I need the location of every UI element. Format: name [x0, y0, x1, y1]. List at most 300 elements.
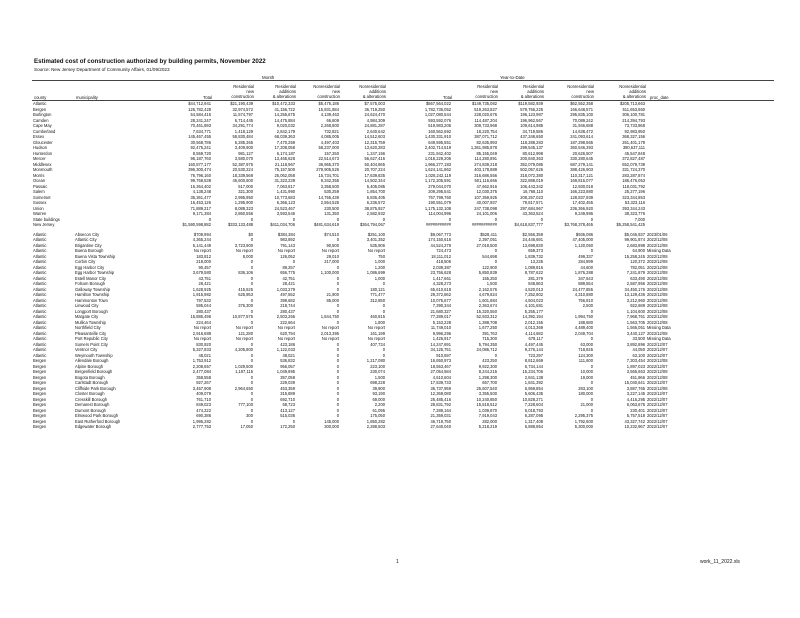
- value-cell: 1,431,990: [276, 189, 295, 194]
- value-cell: 771,477: [370, 292, 385, 297]
- value-cell: 12,315,759: [364, 139, 385, 145]
- value-cell: 300: [246, 413, 253, 418]
- county-name-cell: Atlantic: [33, 286, 47, 292]
- county-name-cell: Somerset: [33, 194, 51, 200]
- value-cell: 387,071,712: [474, 134, 497, 139]
- value-cell: 0: [250, 216, 253, 222]
- value-cell: 3,212,960: [626, 297, 645, 303]
- proc-date-cell: 2022/12/07: [647, 402, 668, 407]
- municipality-name-cell: Ventnor City: [75, 347, 98, 352]
- value-cell: 0: [250, 275, 253, 281]
- value-cell: 2,012,155: [524, 319, 543, 325]
- county-name-cell: Gloucester: [33, 139, 53, 145]
- county-name-cell: Atlantic: [33, 242, 47, 248]
- value-cell: 43,363,524: [522, 211, 543, 216]
- proc-date-cell: 2022/12/07: [647, 380, 668, 385]
- value-cell: 18,220,754: [476, 128, 497, 134]
- value-cell: 4,013,369: [524, 325, 543, 330]
- value-cell: 724,473: [436, 248, 451, 253]
- value-cell: 13,620,283: [364, 145, 385, 150]
- value-cell: 38,875,927: [364, 205, 385, 211]
- value-cell: 28,241,247: [190, 117, 211, 123]
- value-cell: 3,355,500: [478, 391, 497, 396]
- value-cell: 0: [494, 248, 497, 253]
- county-name-cell: Bergen: [33, 413, 47, 418]
- value-cell: 229,039: [280, 380, 295, 385]
- value-cell: 910,697: [436, 352, 451, 358]
- value-cell: 15,258,245: [624, 253, 645, 259]
- value-cell: 236,366,920: [570, 205, 593, 211]
- value-cell: 690,386: [196, 413, 211, 418]
- value-cell: 4,679,824: [478, 292, 497, 297]
- value-cell: 28,421: [198, 281, 211, 286]
- value-cell: 1,317,408: [524, 418, 543, 424]
- value-cell: 0: [336, 358, 339, 363]
- value-cell: 460,815: [370, 314, 385, 319]
- proc-date-cell: 2022/12/08: [647, 385, 668, 391]
- value-cell: 2,049,704: [574, 330, 593, 336]
- value-cell: 358,558: [196, 374, 211, 380]
- value-cell: 10,000: [580, 369, 593, 374]
- value-cell: 0: [250, 358, 253, 363]
- value-cell: 321,300: [238, 189, 253, 194]
- value-cell: 3,565,663: [626, 369, 645, 374]
- value-cell: 13,235: [530, 259, 543, 264]
- value-cell: No report: [235, 248, 253, 253]
- proc-date-cell: Missing Data: [647, 248, 671, 253]
- value-cell: 2,587,956: [626, 281, 645, 286]
- value-cell: 376,300: [238, 303, 253, 308]
- value-cell: 0: [336, 341, 339, 347]
- value-cell: 34,125,751: [430, 347, 451, 352]
- value-cell: 0: [336, 286, 339, 292]
- value-cell: 0: [336, 347, 339, 352]
- value-cell: 222,664: [280, 319, 295, 325]
- value-cell: 1,029,500: [234, 363, 253, 369]
- value-cell: 180,121: [370, 286, 385, 292]
- value-cell: 279,905,526: [316, 167, 339, 172]
- value-cell: 283,100: [578, 385, 593, 391]
- value-cell: No report: [321, 248, 339, 253]
- municipality-name-cell: Allendale Borough: [75, 358, 109, 363]
- value-cell: 3,227,145: [626, 391, 645, 396]
- value-cell: 6,285,365: [234, 139, 253, 145]
- value-cell: 279,044,070: [428, 183, 451, 189]
- county-name-cell: Bergen: [33, 391, 47, 396]
- value-cell: 126,782,428: [188, 106, 211, 112]
- municipality-name-cell: Northfield City: [75, 325, 101, 330]
- value-cell: 12,030,375: [476, 189, 497, 194]
- county-name-cell: Atlantic: [33, 292, 47, 297]
- municipality-name-cell: Longport Borough: [75, 308, 108, 314]
- county-name-cell: Atlantic: [33, 303, 47, 308]
- value-cell: 280,437: [196, 308, 211, 314]
- municipality-name-cell: Corbin City: [75, 259, 96, 264]
- value-cell: 24,477,855: [572, 286, 593, 292]
- value-cell: 7,303,454: [626, 358, 645, 363]
- value-cell: 7,470,259: [276, 139, 295, 145]
- proc-date-cell: 2022/12/07: [647, 418, 668, 424]
- value-cell: 0: [540, 216, 543, 222]
- value-cell: 3,409,900: [234, 145, 253, 150]
- value-cell: 175,050: [370, 413, 385, 418]
- value-cell: 34,450,176: [624, 286, 645, 292]
- value-cell: 2,640,642: [366, 128, 385, 134]
- value-cell: No report: [321, 336, 339, 341]
- proc-date-cell: Missing Data: [647, 325, 671, 330]
- value-cell: 1,388,708: [478, 319, 497, 325]
- municipality-name-cell: Edgewater Borough: [75, 424, 112, 429]
- county-name-cell: Atlantic: [33, 253, 47, 259]
- value-cell: $44,712,941: [188, 101, 211, 106]
- proc-date-cell: 2022/12/08: [647, 330, 668, 336]
- value-cell: 32,974,572: [232, 106, 253, 112]
- value-cell: 44,600: [580, 264, 593, 270]
- value-cell: $21,190,439: [230, 101, 253, 106]
- value-cell: 114,004,996: [428, 211, 451, 216]
- value-cell: 2,397,051: [478, 237, 497, 242]
- value-cell: 218,000: [196, 259, 211, 264]
- value-cell: 3,892,896: [626, 341, 645, 347]
- value-cell: 5,606,435: [524, 391, 543, 396]
- value-cell: 7,968,761: [626, 314, 645, 319]
- county-name-cell: Bergen: [33, 418, 47, 424]
- value-cell: 45,547,848: [624, 150, 645, 156]
- value-cell: 4,504,023: [524, 297, 543, 303]
- value-cell: 1,418,129: [234, 128, 253, 134]
- value-cell: 297,684,967: [520, 205, 543, 211]
- value-cell: 41,156,722: [274, 106, 295, 112]
- value-cell: 24,881,287: [364, 123, 385, 128]
- value-cell: 196,123,987: [520, 112, 543, 117]
- proc-date-cell: 2022/12/08: [647, 253, 668, 259]
- col-header-proc-date: proc_date: [650, 95, 669, 100]
- col-header-ytd-nonres-add: Nonresidential additions & alterations: [619, 84, 646, 99]
- value-cell: 0: [336, 363, 339, 369]
- municipality-row: [32, 424, 774, 430]
- value-cell: 0: [382, 352, 385, 358]
- value-cell: 17,050: [240, 424, 253, 429]
- value-cell: 1,122,033: [276, 347, 295, 352]
- value-cell: 56,627,416: [364, 156, 385, 161]
- value-cell: 38,323,776: [624, 211, 645, 216]
- value-cell: 10,232,967: [624, 424, 645, 429]
- value-cell: 4,205,800: [234, 347, 253, 352]
- value-cell: 1,027,080,544: [424, 112, 451, 117]
- value-cell: 2,582,932: [366, 211, 385, 216]
- value-cell: 593,592,076: [428, 117, 451, 123]
- col-header-ytd-res-add: Residential additions & alterations: [520, 84, 544, 99]
- value-cell: $62,552,358: [570, 101, 593, 106]
- value-cell: No report: [367, 248, 385, 253]
- value-cell: 24,086,712: [476, 347, 497, 352]
- value-cell: 0: [494, 259, 497, 264]
- county-name-cell: Salem: [33, 189, 45, 194]
- proc-date-cell: 2022/12/08: [647, 308, 668, 314]
- value-cell: 0: [336, 369, 339, 374]
- value-cell: 15,518,512: [476, 402, 497, 407]
- municipality-name-cell: Galloway Township: [75, 286, 110, 292]
- county-name-cell: Cape May: [33, 123, 52, 128]
- value-cell: 9,276,144: [524, 347, 543, 352]
- report-source: Source: New Jersey Department of Community Affairs, 01/09/2023: [34, 67, 170, 72]
- county-name-cell: Bergen: [33, 363, 47, 369]
- value-cell: 1,033,279: [276, 286, 295, 292]
- county-name-cell: Atlantic: [33, 325, 47, 330]
- value-cell: 1,566,051: [626, 325, 645, 330]
- value-cell: 11,749,010: [430, 325, 451, 330]
- value-cell: 380,637,111: [622, 145, 645, 150]
- value-cell: 48,021: [282, 352, 295, 358]
- value-cell: $74,510: [324, 231, 339, 237]
- value-cell: 0: [250, 380, 253, 385]
- value-cell: 4,085,005: [320, 134, 339, 139]
- value-cell: 2,208,657: [192, 363, 211, 369]
- value-cell: 61,095: [372, 407, 385, 413]
- value-cell: 659,373: [528, 248, 543, 253]
- value-cell: 160,877,177: [188, 161, 211, 167]
- municipality-name-cell: Hammonton Town: [75, 297, 108, 303]
- value-cell: 19,000: [580, 374, 593, 380]
- value-cell: 3,887,765: [626, 385, 645, 391]
- county-name-cell: Atlantic: [33, 281, 47, 286]
- value-cell: 7,228,604: [524, 402, 543, 407]
- value-cell: 3,440,127: [626, 330, 645, 336]
- value-cell: 6,734,144: [524, 363, 543, 369]
- value-cell: 5,794,350: [478, 341, 497, 347]
- value-cell: 1,430,331,910: [424, 134, 451, 139]
- value-cell: 16,650,973: [430, 358, 451, 363]
- value-cell: 36,719,250: [364, 106, 385, 112]
- col-header-county: county: [34, 95, 47, 100]
- value-cell: 21,359,031: [430, 413, 451, 418]
- value-cell: 6,287,095: [524, 413, 543, 418]
- county-name-cell: Atlantic: [33, 231, 47, 237]
- value-cell: 6,836,405: [366, 194, 385, 200]
- value-cell: 1,039,870: [478, 407, 497, 413]
- value-cell: $567,564,022: [425, 101, 451, 106]
- value-cell: 14,247,691: [430, 341, 451, 347]
- value-cell: No report: [193, 325, 211, 330]
- value-cell: 1,247,156: [366, 150, 385, 156]
- value-cell: No report: [277, 325, 295, 330]
- value-cell: 0: [250, 281, 253, 286]
- value-cell: 27,054,584: [430, 369, 451, 374]
- value-cell: 1,298,300: [478, 374, 497, 380]
- value-cell: 169,816,077: [570, 178, 593, 183]
- value-cell: 4,416,295: [626, 396, 645, 402]
- value-cell: 160,562,692: [428, 128, 451, 134]
- value-cell: 25,062,058: [274, 172, 295, 178]
- value-cell: 1,994,750: [574, 314, 593, 319]
- value-cell: 761,710: [196, 396, 211, 402]
- value-cell: 8,559,720: [192, 150, 211, 156]
- value-cell: 0: [590, 380, 593, 385]
- value-cell: 14,475,884: [274, 117, 295, 123]
- value-cell: 99,768,538: [190, 178, 211, 183]
- value-cell: 330,280,645: [570, 156, 593, 161]
- value-cell: 23,756,628: [430, 270, 451, 275]
- value-cell: 18,339,568: [232, 172, 253, 178]
- value-cell: 0: [336, 237, 339, 242]
- proc-date-cell: 2022/12/08: [647, 242, 668, 248]
- value-cell: 849,023: [196, 402, 211, 407]
- value-cell: 241,093,614: [570, 134, 593, 139]
- value-cell: 200,840,363: [520, 156, 543, 161]
- county-name-cell: Bergen: [33, 374, 47, 380]
- value-cell: 927,267: [196, 380, 211, 385]
- report-title: Estimated cost of construction authorized by building permits, November 2022: [34, 58, 266, 65]
- value-cell: 1,175,132,108: [424, 205, 451, 211]
- value-cell: 27,640,040: [430, 424, 451, 429]
- value-cell: $481,634,619: [313, 222, 339, 227]
- municipality-name-cell: Folsom Borough: [75, 281, 106, 286]
- value-cell: 15,931,884: [318, 106, 339, 112]
- value-cell: 0: [336, 385, 339, 391]
- proc-date-cell: 2022/12/07: [647, 424, 668, 429]
- value-cell: 64,900: [632, 248, 645, 253]
- value-cell: 0: [250, 319, 253, 325]
- county-name-cell: Atlantic: [33, 270, 47, 275]
- county-name-cell: Camden: [33, 117, 49, 123]
- value-cell: 0: [336, 319, 339, 325]
- value-cell: 90,500: [326, 242, 339, 248]
- value-cell: 66,609: [326, 117, 339, 123]
- value-cell: $936,086: [575, 231, 593, 237]
- value-cell: 3,580,070: [234, 156, 253, 161]
- value-cell: 24,446,691: [522, 237, 543, 242]
- value-cell: 131,350: [324, 211, 339, 216]
- value-cell: 1,844,750: [320, 314, 339, 319]
- value-cell: 309,733,968: [474, 123, 497, 128]
- value-cell: 44,050: [632, 347, 645, 352]
- spacer-cell: [680, 424, 774, 430]
- value-cell: 5,850,839: [478, 270, 497, 275]
- value-cell: 0: [382, 216, 385, 222]
- municipality-name-cell: Bogota Borough: [75, 374, 105, 380]
- value-cell: 18,553,467: [430, 363, 451, 369]
- value-cell: 155,250: [482, 275, 497, 281]
- value-cell: 323,344,853: [622, 194, 645, 200]
- value-cell: 47,405,000: [572, 237, 593, 242]
- value-cell: 76,796,160: [190, 172, 211, 178]
- value-cell: 316,686,556: [474, 172, 497, 178]
- value-cell: 3,358,500: [320, 183, 339, 189]
- value-cell: 17,539,733: [430, 380, 451, 385]
- value-cell: ###########: [471, 222, 497, 227]
- value-cell: 4,489,400: [574, 325, 593, 330]
- value-cell: 732,821: [324, 128, 339, 134]
- value-cell: 1,876,288: [574, 270, 593, 275]
- value-cell: 107,359,925: [474, 194, 497, 200]
- value-cell: 43,327,742: [624, 418, 645, 424]
- value-cell: 656,775: [280, 270, 295, 275]
- value-cell: 21,680,327: [430, 308, 451, 314]
- municipality-name-cell: East Rutherford Borough: [75, 418, 121, 424]
- value-cell: 782,051: [630, 264, 645, 270]
- value-cell: 1,500: [486, 281, 497, 286]
- value-cell: 312,850: [370, 297, 385, 303]
- proc-date-cell: 2022/12/07: [647, 363, 668, 369]
- municipality-name-cell: Weymouth Township: [75, 352, 113, 358]
- value-cell: 75,157,500: [274, 167, 295, 172]
- municipality-name-cell: Egg Harbor City: [75, 264, 105, 270]
- value-cell: 231,942,402: [428, 150, 451, 156]
- county-name-cell: Atlantic: [33, 264, 47, 270]
- proc-date-cell: 2022/12/08: [647, 259, 668, 264]
- value-cell: 4,365,244: [192, 237, 211, 242]
- value-cell: 423,186: [280, 341, 295, 347]
- value-cell: 391,763: [482, 330, 497, 336]
- value-cell: 0: [336, 374, 339, 380]
- col-header-total: Total: [203, 95, 212, 100]
- value-cell: 283,287,874: [622, 172, 645, 178]
- value-cell: $709,994: [193, 231, 211, 237]
- value-cell: 4,328,273: [432, 281, 451, 286]
- value-cell: 15,734,701: [318, 172, 339, 178]
- value-cell: $528,411: [480, 231, 497, 237]
- value-cell: 11,574,797: [232, 112, 253, 117]
- value-cell: 1,426,917: [432, 336, 451, 341]
- value-cell: 657,700: [482, 380, 497, 385]
- value-cell: 124,300: [578, 352, 593, 358]
- value-cell: 90,457: [198, 264, 211, 270]
- proc-date-cell: 2022/12/07: [647, 407, 668, 413]
- value-cell: 22,514,673: [318, 156, 339, 161]
- value-cell: 217,000: [324, 259, 339, 264]
- value-cell: 1,049,895: [276, 369, 295, 374]
- value-cell: 0: [336, 407, 339, 413]
- proc-date-cell: 2022/12/08: [647, 275, 668, 281]
- value-cell: 228,020,676: [474, 112, 497, 117]
- value-cell: 698,228: [370, 380, 385, 385]
- value-cell: 7,919,043: [478, 413, 497, 418]
- value-cell: 922,689: [630, 303, 645, 308]
- county-name-cell: Bergen: [33, 369, 47, 374]
- value-cell: 9,020,032: [276, 123, 295, 128]
- value-cell: 1,000: [374, 275, 385, 281]
- value-cell: 4,138,248: [192, 189, 211, 194]
- value-cell: ###########: [425, 222, 451, 227]
- value-cell: 2,916,688: [192, 330, 211, 336]
- municipality-name-cell: Bergenfield Borough: [75, 369, 113, 374]
- value-cell: 7,634,771: [192, 128, 211, 134]
- value-cell: $411,034,706: [270, 222, 295, 227]
- municipality-name-cell: Cliffside Park Borough: [75, 385, 116, 391]
- value-cell: 0: [250, 352, 253, 358]
- value-cell: 368,327,156: [622, 134, 645, 139]
- value-cell: 53,323,116: [624, 200, 645, 205]
- value-cell: 145,467,455: [188, 134, 211, 139]
- value-cell: 85,155,049: [476, 150, 497, 156]
- value-cell: 70,461,893: [190, 123, 211, 128]
- value-cell: 360,546,393: [570, 145, 593, 150]
- county-name-cell: Atlantic: [33, 319, 47, 325]
- value-cell: 0: [336, 303, 339, 308]
- value-cell: 0: [336, 264, 339, 270]
- value-cell: 497,552: [280, 292, 295, 297]
- value-cell: 403,178,889: [474, 167, 497, 172]
- municipality-name-cell: Absecon City: [75, 231, 100, 237]
- value-cell: 47,662,916: [476, 183, 497, 189]
- value-cell: 13,465,628: [274, 156, 295, 161]
- value-cell: 71,889,217: [190, 205, 211, 211]
- value-cell: 1,000: [374, 259, 385, 264]
- value-cell: 0: [292, 216, 295, 222]
- value-cell: 9,922,300: [478, 363, 497, 369]
- value-cell: 1,850,282: [366, 418, 385, 424]
- value-cell: 515,036: [280, 413, 295, 418]
